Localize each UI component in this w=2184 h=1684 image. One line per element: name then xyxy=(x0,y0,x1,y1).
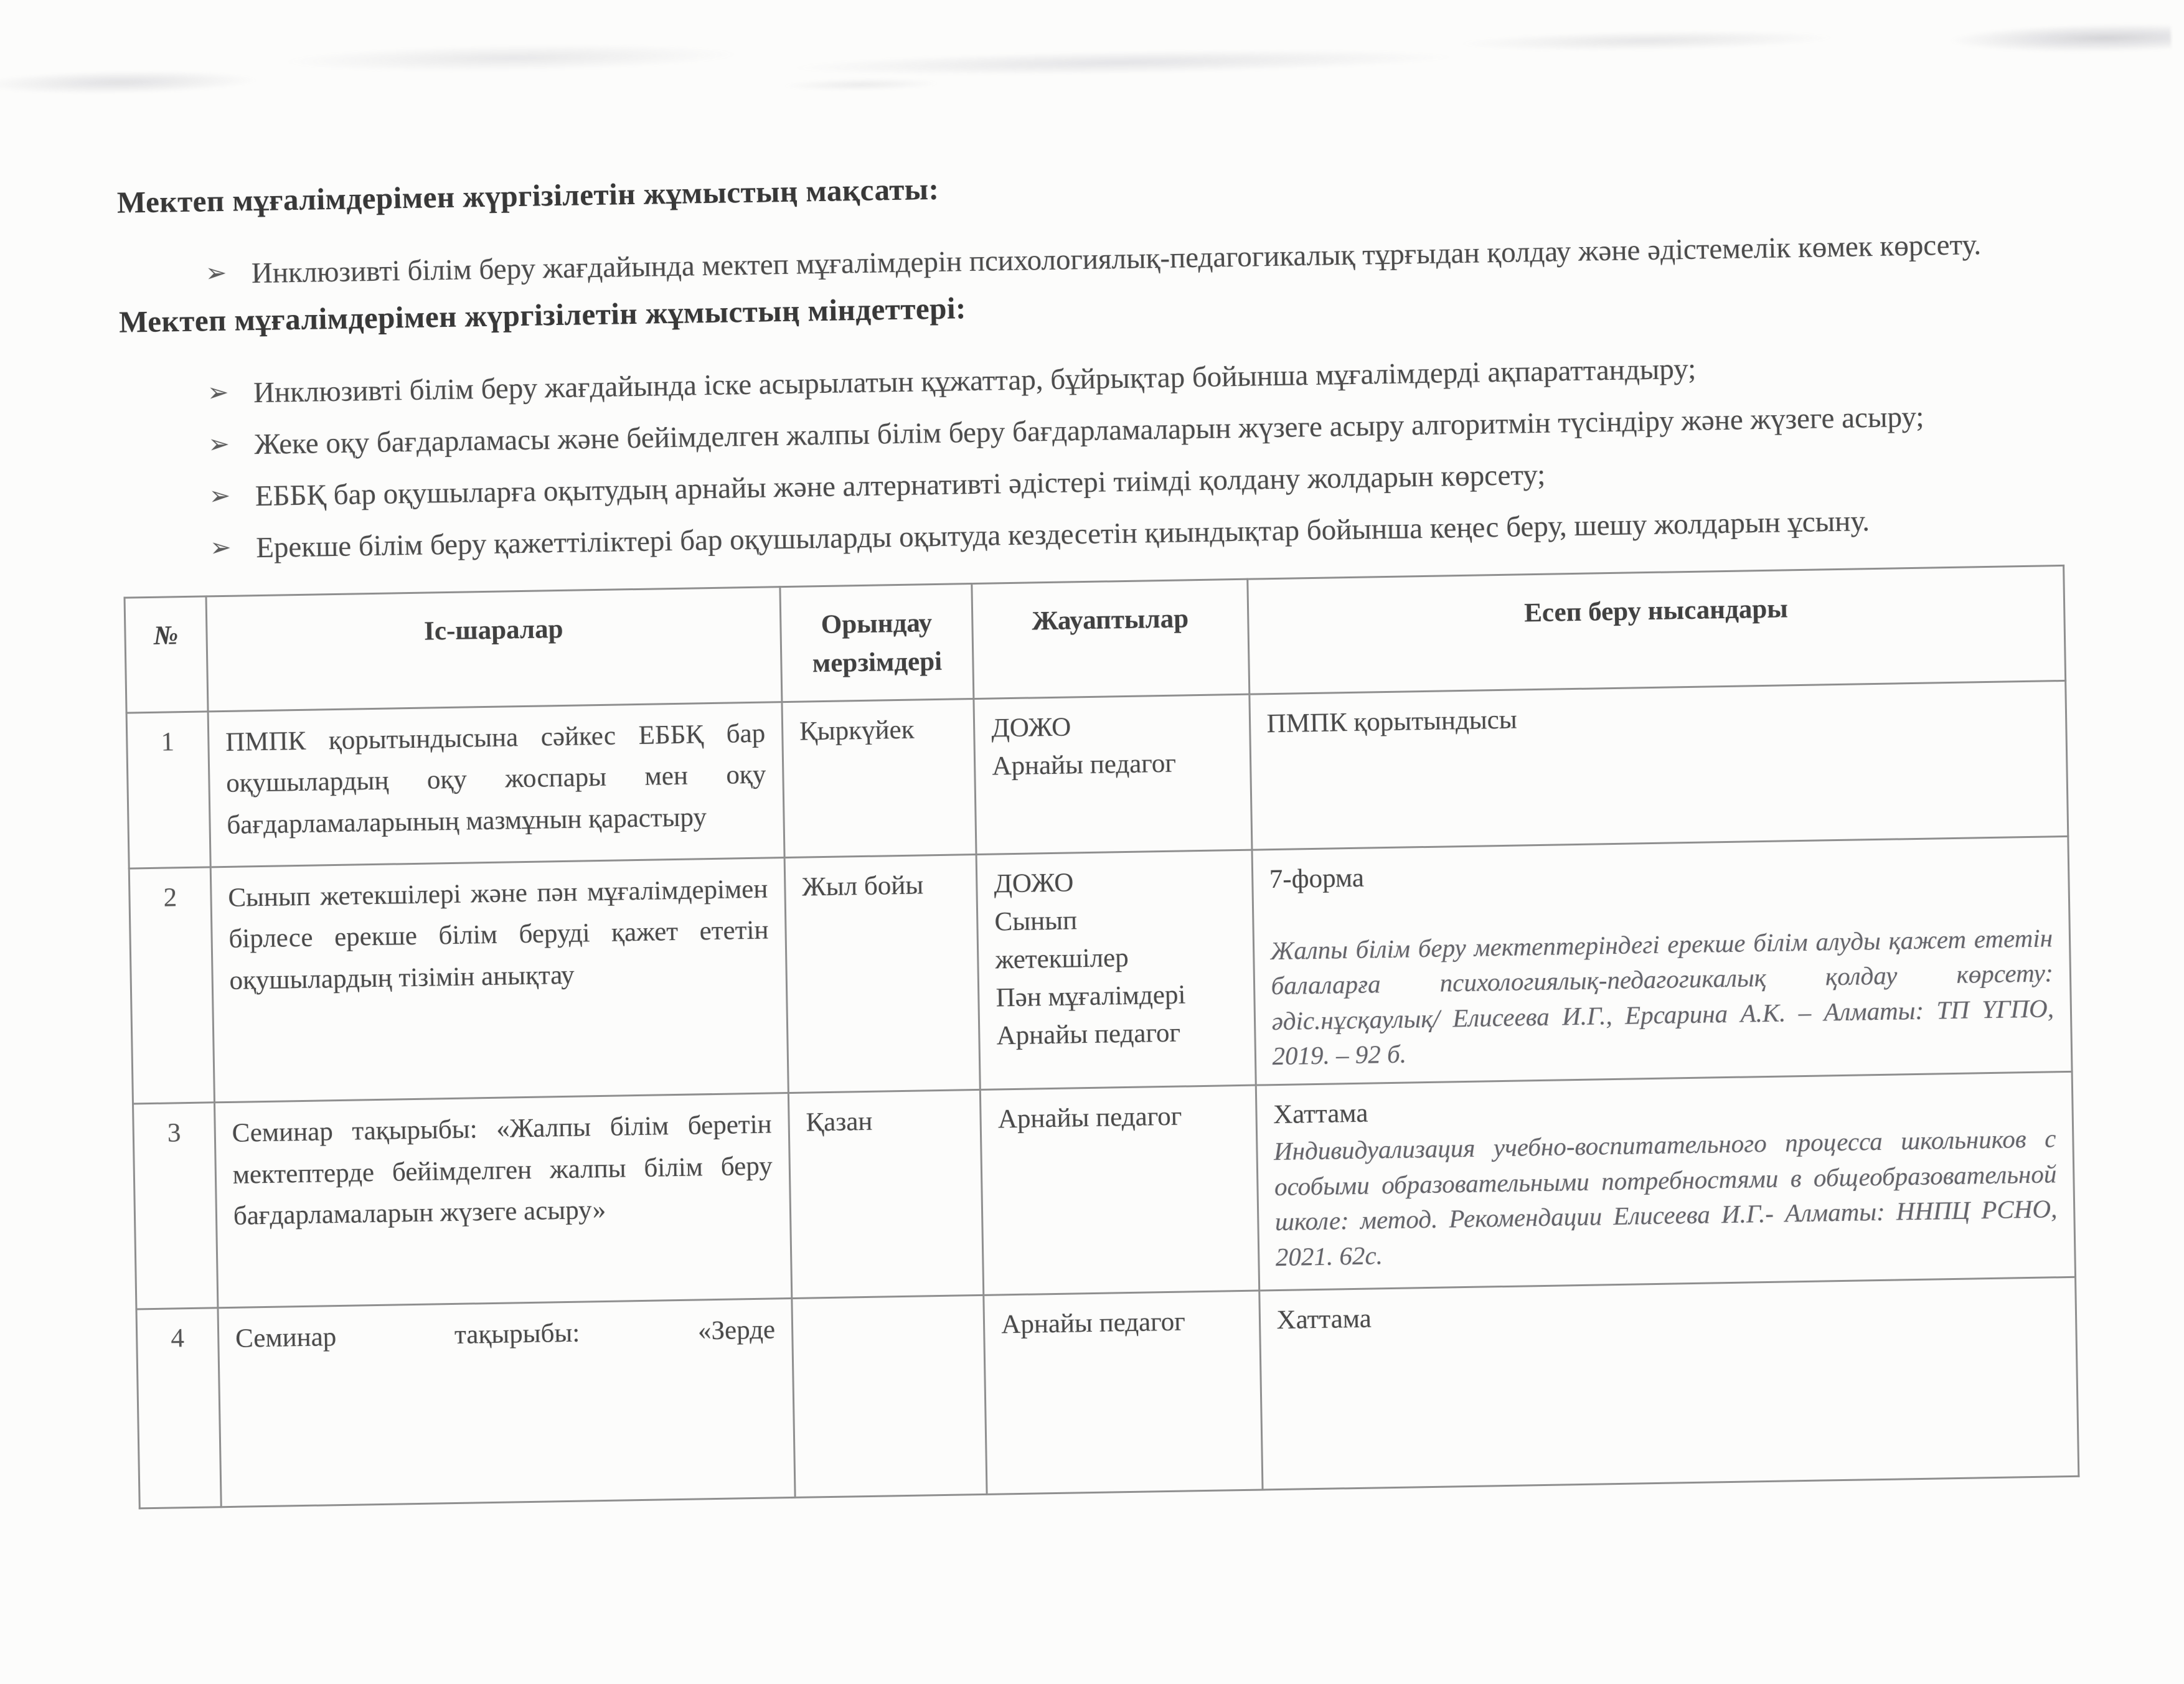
row-number-cell: 1 xyxy=(126,711,210,868)
report-cell xyxy=(1259,1277,2079,1490)
report-label: Хаттама xyxy=(1273,1098,1368,1130)
section2-bullet-list xyxy=(120,340,2064,574)
column-header: Жауаптылар xyxy=(972,579,1249,699)
responsible-line: Пән мұғалімдері xyxy=(996,980,1186,1013)
period-cell: Жыл бойы xyxy=(784,854,981,1093)
report-cell xyxy=(1256,1071,2076,1291)
activity-cell: ПМПК қорытындысына сәйкес ЕББҚ бар оқушылардың оқу жоспары мен оқу бағдарламаларының мазмұнын қарастыру xyxy=(208,702,784,867)
report-citation: Жалпы білім беру мектептеріндегі ерекше білім алуды қажет ететін балаларға психологиялық-педагогикалық қолдау көрсету: әдіс.нұсқаулық/ Елисеева И.Г., Ерсарина А.К. – Алматы: ТП ҮГПО, 2019. – 92 б. xyxy=(1270,923,2055,1071)
period-cell: Қазан xyxy=(788,1089,984,1298)
period-cell: Қыркүйек xyxy=(782,699,976,857)
report-cell xyxy=(1252,836,2073,1085)
activity-cell: Сынып жетекшілері және пән мұғалімдерімен бірлесе ерекше білім беруді қажет ететін оқушылардың тізімін анықтау xyxy=(210,857,788,1103)
responsible-line: Арнайы педагог xyxy=(997,1101,1182,1134)
row-number-cell: 2 xyxy=(129,867,214,1103)
bullet-arrow-icon: ➢ xyxy=(209,533,232,562)
responsible-line: Сынып xyxy=(994,905,1078,937)
period-cell xyxy=(792,1295,987,1497)
responsible-line: Арнайы педагог xyxy=(992,748,1177,781)
bullet-arrow-icon: ➢ xyxy=(208,429,230,459)
report-label: Хаттама xyxy=(1276,1304,1372,1335)
responsible-line: ДОЖО xyxy=(994,867,1074,899)
report-label: 7-форма xyxy=(1269,863,1365,894)
column-header: № xyxy=(125,596,208,712)
table-row xyxy=(136,1277,2079,1508)
bullet-text: Инклюзивті білім беру жағдайында іске асырылатын құжаттар, бұйрықтар бойынша мұғалімдерді ақпараттандыру; xyxy=(253,352,1697,409)
responsible-line: ДОЖО xyxy=(991,712,1071,743)
report-label: ПМПК қорытындысы xyxy=(1266,705,1518,738)
responsible-cell xyxy=(976,850,1256,1090)
bullet-text: Инклюзивті білім беру жағдайында мектеп мұғалімдерін психологиялық-педагогикалық тұрғыдан қолдау және әдістемелік көмек көрсету. xyxy=(251,228,1982,289)
row-number-cell: 4 xyxy=(136,1308,221,1508)
activity-cell: Семинар тақырыбы: «Зерде xyxy=(218,1298,795,1507)
table-row xyxy=(129,836,2072,1104)
bullet-text: Жеке оқу бағдарламасы және бейімделген жалпы білім беру бағдарламаларын жүзеге асыру алгоритмін түсіндіру және жүзеге асыру; xyxy=(254,400,1924,461)
table-row xyxy=(133,1071,2075,1309)
bullet-arrow-icon: ➢ xyxy=(209,481,231,510)
responsible-line: Арнайы педагог xyxy=(996,1018,1181,1051)
section2-title: Мектеп мұғалімдерімен жүргізілетін жұмыстың міндеттері: xyxy=(118,291,967,339)
section1-title: Мектеп мұғалімдерімен жүргізілетін жұмыстың мақсаты: xyxy=(116,171,939,220)
bullet-arrow-icon: ➢ xyxy=(207,377,229,407)
responsible-line: Арнайы педагог xyxy=(1000,1307,1186,1340)
report-citation: Индивидуализация учебно-воспитательного процесса школьников с особыми образовательными потребностями в общеобразовательной школе: метод. Рекомендации Елисеева И.Г.- Алматы: ННПЦ РСНО, 2021. 62с. xyxy=(1273,1124,2058,1271)
row-number-cell: 3 xyxy=(133,1103,217,1309)
report-cell xyxy=(1249,680,2068,850)
bullet-text: Ерекше білім беру қажеттіліктері бар оқушыларды оқытуда кездесетін қиындықтар бойынша кеңес беру, шешу жолдарын ұсыну. xyxy=(255,505,1870,565)
column-header: Орындау мерзімдері xyxy=(780,583,974,702)
responsible-cell xyxy=(984,1291,1263,1494)
responsible-line: жетекшілер xyxy=(995,943,1129,975)
responsible-cell xyxy=(974,694,1251,854)
activity-cell: Семинар тақырыбы: «Жалпы білім беретін мектептерде бейімделген жалпы білім беру бағдарламаларын жүзеге асыру» xyxy=(214,1093,791,1307)
work-plan-table xyxy=(123,564,2079,1509)
bullet-text: ЕББҚ бар оқушыларға оқытудың арнайы және алтернативті әдістері тиімді қолдану жолдарын көрсету; xyxy=(255,458,1546,513)
table-row xyxy=(126,680,2068,868)
column-header: Есеп беру нысандары xyxy=(1247,565,2065,694)
responsible-cell xyxy=(981,1085,1259,1295)
column-header: Іс-шаралар xyxy=(206,586,782,711)
bullet-arrow-icon: ➢ xyxy=(205,258,227,288)
